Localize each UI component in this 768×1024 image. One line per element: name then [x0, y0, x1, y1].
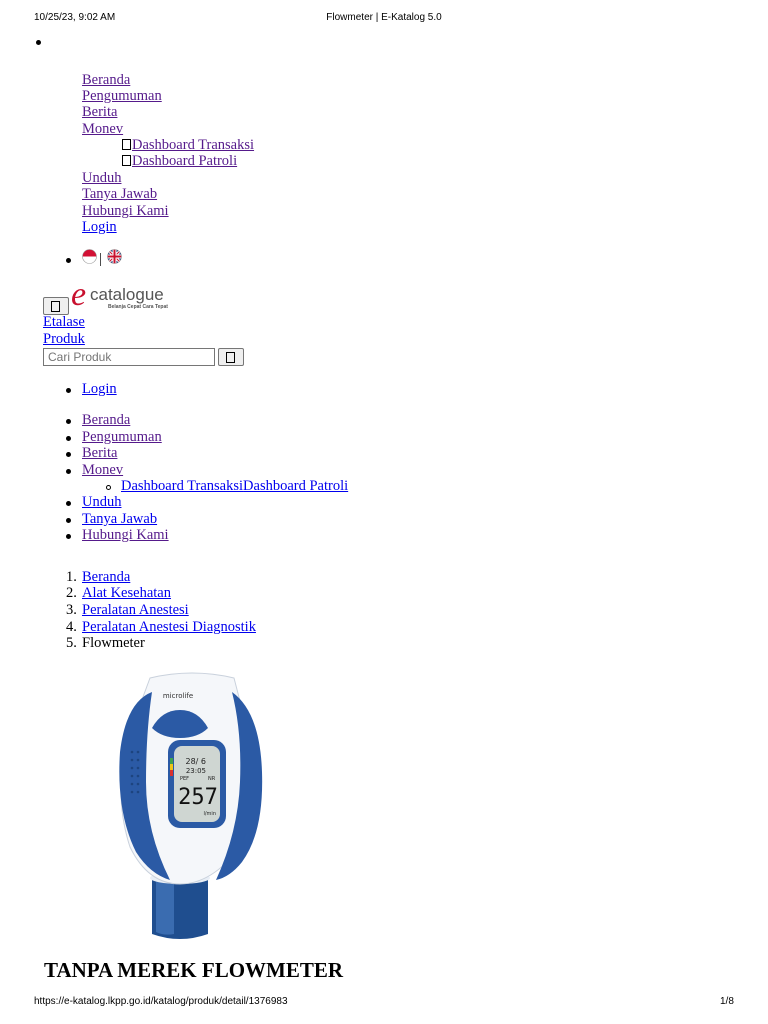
list-circle [106, 485, 111, 490]
search-icon [226, 352, 235, 363]
flag-uk-icon[interactable] [107, 249, 122, 269]
mnav-hubungi-kami[interactable]: Hubungi Kami [82, 527, 169, 543]
nav-berita[interactable]: Berita [82, 104, 118, 120]
display-date: 28/ 6 [185, 757, 206, 766]
list-bullet [66, 258, 71, 263]
search-input[interactable] [43, 348, 215, 366]
mnav-berita[interactable]: Berita [82, 445, 118, 461]
mnav-dashboard-patroli[interactable]: Dashboard Patroli [243, 478, 349, 494]
mnav-dashboard-transaksi[interactable]: Dashboard Transaksi [121, 478, 244, 494]
list-bullet [66, 501, 71, 506]
mnav-dashboards [121, 478, 348, 494]
nav-login[interactable]: Login [82, 219, 117, 235]
list-bullet [66, 419, 71, 424]
mnav-beranda[interactable]: Beranda [82, 412, 131, 428]
missing-glyph-icon [122, 155, 131, 166]
logo-text: catalogue [90, 285, 164, 304]
logo-tagline: Belanja Cepat Cara Tepat [108, 304, 168, 310]
mnav-pengumuman[interactable]: Pengumuman [82, 429, 162, 445]
list-bullet [66, 469, 71, 474]
list-bullet [36, 40, 41, 45]
list-bullet [66, 452, 71, 457]
list-bullet [66, 388, 71, 393]
nav-hubungi-kami[interactable]: Hubungi Kami [82, 203, 169, 219]
nav-dashboard-patroli-item [122, 153, 237, 169]
logo-e-mark: e [71, 276, 87, 313]
language-separator: | [99, 251, 102, 267]
list-bullet [66, 436, 71, 441]
breadcrumb-item[interactable]: Peralatan Anestesi [82, 602, 189, 618]
flag-id-icon[interactable] [82, 249, 97, 269]
product-title: TANPA MEREK FLOWMETER [44, 958, 344, 982]
display-unit: l/min [203, 811, 216, 817]
mnav-unduh[interactable]: Unduh [82, 494, 122, 510]
device-brand: microlife [162, 692, 194, 700]
breadcrumb-item[interactable]: Peralatan Anestesi Diagnostik [82, 619, 256, 635]
nav-dashboard-transaksi[interactable]: Dashboard Transaksi [132, 137, 255, 153]
mnav-tanya-jawab[interactable]: Tanya Jawab [82, 511, 158, 527]
nav-monev[interactable]: Monev [82, 121, 124, 137]
missing-glyph-icon [122, 139, 131, 150]
mnav-monev[interactable]: Monev [82, 462, 124, 478]
menu-icon [51, 301, 60, 312]
breadcrumb-item[interactable]: Alat Kesehatan [82, 585, 171, 601]
nav-unduh[interactable]: Unduh [82, 170, 122, 186]
search-button[interactable] [218, 348, 244, 366]
list-bullet [66, 518, 71, 523]
breadcrumb-item[interactable]: Beranda [82, 569, 131, 585]
nav-beranda[interactable]: Beranda [82, 72, 131, 88]
print-page-number: 1/8 [720, 996, 734, 1007]
print-datetime: 10/25/23, 9:02 AM [34, 12, 116, 23]
display-nr-label: NR [208, 776, 216, 782]
list-bullet [66, 534, 71, 539]
user-login-link[interactable]: Login [82, 381, 117, 397]
nav-tanya-jawab[interactable]: Tanya Jawab [82, 186, 158, 202]
display-time: 23:05 [185, 767, 206, 775]
breadcrumb-current: Flowmeter [82, 635, 145, 651]
nav-produk[interactable]: Produk [43, 331, 85, 347]
nav-pengumuman[interactable]: Pengumuman [82, 88, 162, 104]
print-url: https://e-katalog.lkpp.go.id/katalog/produk/detail/1376983 [34, 996, 288, 1007]
menu-toggle-button[interactable] [43, 297, 69, 315]
display-value: 257 [178, 785, 218, 810]
display-pef-label: PEF [180, 776, 190, 782]
nav-etalase[interactable]: Etalase [43, 314, 85, 330]
nav-dashboard-transaksi-item [122, 137, 254, 153]
product-image[interactable] [112, 672, 272, 953]
nav-dashboard-patroli[interactable]: Dashboard Patroli [132, 153, 238, 169]
